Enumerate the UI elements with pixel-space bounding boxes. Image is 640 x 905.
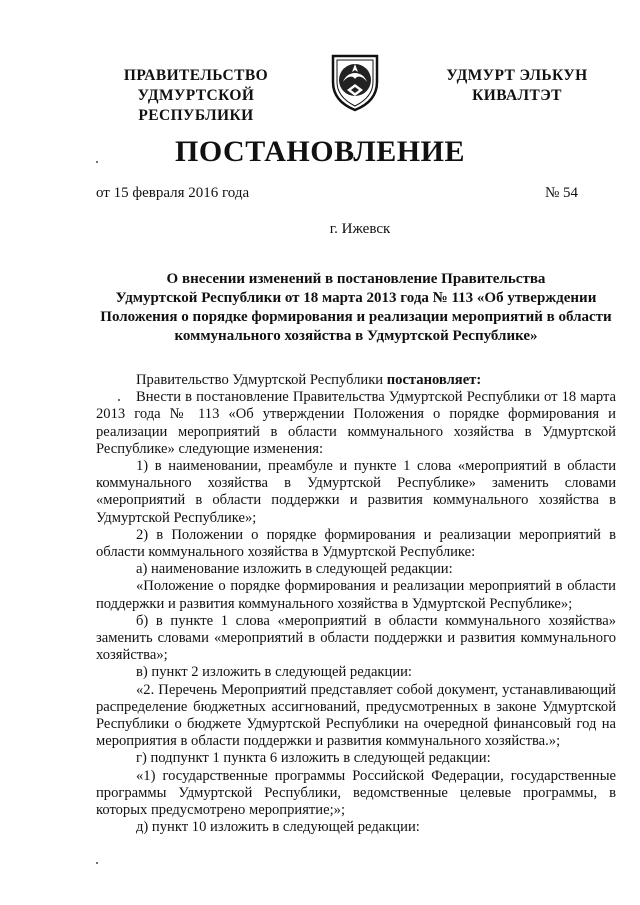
coat-of-arms-emblem — [327, 52, 383, 112]
government-name-udmurt-line1: УДМУРТ ЭЛЬКУН — [446, 67, 588, 84]
document-city: г. Ижевск — [329, 221, 391, 237]
government-name-line2: УДМУРТСКОЙ РЕСПУБЛИКИ — [137, 87, 255, 124]
scan-speck — [118, 399, 120, 401]
document-date: от 15 февраля 2016 года — [96, 185, 250, 201]
body-paragraph: г) подпункт 1 пункта 6 изложить в следующей редакции: — [136, 750, 491, 767]
heading-line: коммунального хозяйства в Удмуртской Республике» — [174, 328, 538, 344]
intro-text: Правительство Удмуртской Республики — [136, 372, 387, 388]
body-paragraph: Внести в постановление Правительства Удмуртской Республики от 18 марта 2013 года № 113 «Об утверждении Положения о порядке формирования и реализации мероприятий в области коммунального хозяйства в Удмуртской Республике» следующие изменения: — [96, 389, 616, 457]
government-name-udmurt — [432, 66, 602, 106]
body-paragraph: 1) в наименовании, преамбуле и пункте 1 слова «мероприятий в области коммунального хозяйства в Удмуртской Республике» заменить словами «мероприятий в области поддержки и развития коммунального хозяйства в Удмуртской Республике»; — [96, 458, 616, 526]
intro-paragraph — [96, 372, 616, 389]
body-paragraph: «2. Перечень Мероприятий представляет собой документ, устанавливающий распределение бюджетных ассигнований, предусмотренных в законе Удмуртской Республики о бюджете Удмуртской Республики на очередной финансовый год на мероприятия в области поддержки и развития коммунального хозяйства.»; — [96, 681, 616, 750]
document-heading — [96, 270, 616, 346]
heading-line: Удмуртской Республики от 18 марта 2013 года № 113 «Об утверждении — [115, 290, 597, 306]
government-name-udmurt-line2: КИВАЛТЭТ — [472, 87, 562, 104]
body-paragraph: б) в пункте 1 слова «мероприятий в области коммунального хозяйства» заменить словами «мероприятий в области поддержки и развития коммунального хозяйства»; — [96, 612, 616, 664]
body-paragraph: «1) государственные программы Российской Федерации, государственные программы Удмуртской Республики, ведомственные целевые программы, в которых предусмотрено мероприятие;»; — [96, 767, 616, 819]
document-body — [96, 372, 616, 836]
scan-speck — [96, 161, 98, 163]
body-paragraph: в) пункт 2 изложить в следующей редакции: — [136, 664, 412, 681]
scan-speck — [96, 862, 98, 864]
body-paragraph: д) пункт 10 изложить в следующей редакции: — [136, 819, 420, 836]
body-paragraph: 2) в Положении о порядке формирования и реализации мероприятий в области коммунального хозяйства в Удмуртской Республике: — [96, 526, 616, 561]
document-number: № 54 — [545, 185, 579, 201]
heading-line: О внесении изменений в постановление Правительства — [166, 271, 546, 287]
government-name-russian — [80, 66, 312, 126]
government-name-line1: ПРАВИТЕЛЬСТВО — [123, 67, 269, 84]
document-type-title: ПОСТАНОВЛЕНИЕ — [175, 135, 465, 168]
resolves-keyword: постановляет: — [386, 372, 482, 388]
heading-line: Положения о порядке формирования и реализации мероприятий в области — [100, 309, 612, 325]
body-paragraph: а) наименование изложить в следующей редакции: — [136, 561, 453, 578]
body-paragraph: «Положение о порядке формирования и реализации мероприятий в области поддержки и развития коммунального хозяйства в Удмуртской Республике»; — [96, 578, 616, 612]
